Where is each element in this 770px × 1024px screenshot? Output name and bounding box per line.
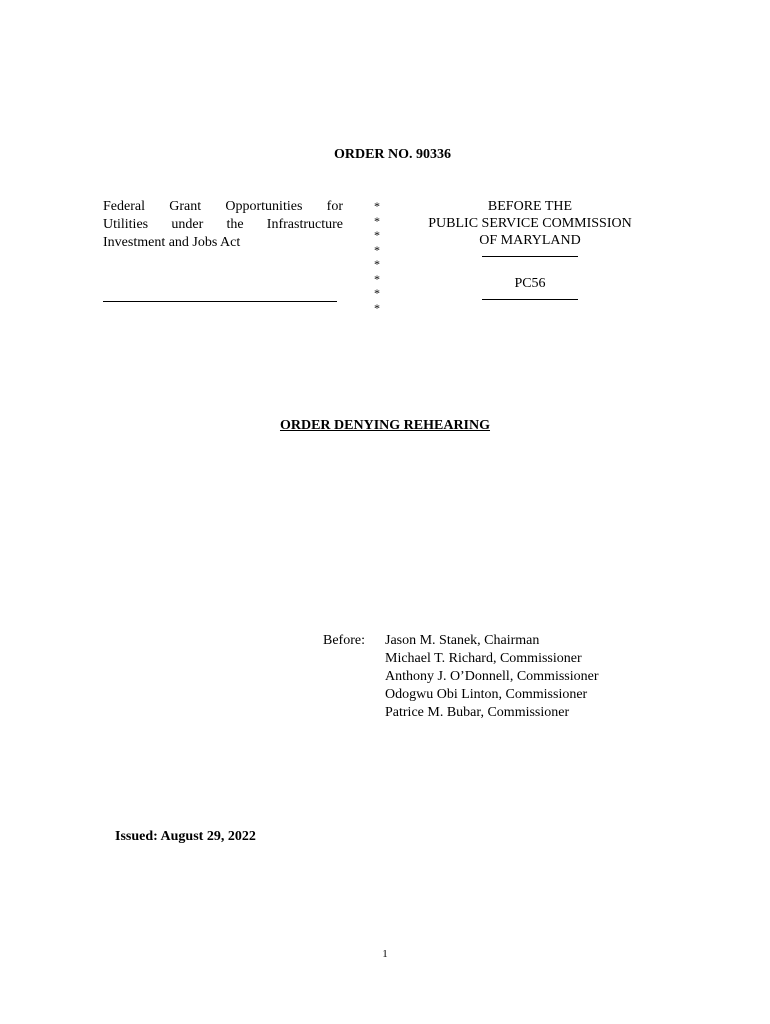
case-caption-matter	[103, 198, 343, 252]
asterisk: *	[374, 271, 380, 286]
commissioner-name: Jason M. Stanek, Chairman	[385, 633, 540, 648]
docket-number: PC56	[514, 276, 546, 291]
asterisk: *	[374, 286, 380, 300]
caption-signature-rule	[103, 301, 337, 302]
commissioner-name: Patrice M. Bubar, Commissioner	[385, 705, 570, 720]
caption-matter-line: Investment and Jobs Act	[103, 235, 241, 250]
asterisk: *	[374, 242, 380, 257]
asterisk: *	[374, 199, 380, 213]
document-title: ORDER DENYING REHEARING	[279, 418, 491, 433]
order-number: ORDER NO. 90336	[333, 147, 452, 162]
caption-asterisk-column	[372, 199, 382, 315]
tribunal-rule-bottom	[482, 299, 578, 300]
tribunal-line: OF MARYLAND	[479, 233, 581, 248]
caption-matter-line: Utilities under the Infrastructure	[103, 217, 343, 232]
tribunal-line: PUBLIC SERVICE COMMISSION	[428, 216, 632, 231]
commissioner-name: Michael T. Richard, Commissioner	[385, 651, 582, 666]
asterisk: *	[374, 300, 380, 315]
commissioner-list	[385, 632, 599, 722]
page-number: 1	[382, 948, 388, 960]
commissioner-name: Anthony J. O’Donnell, Commissioner	[385, 669, 599, 684]
tribunal-rule-top	[482, 256, 578, 257]
before-label: Before:	[323, 633, 365, 648]
case-caption-tribunal	[410, 198, 650, 300]
asterisk: *	[374, 228, 380, 242]
caption-matter-line: Federal Grant Opportunities for	[103, 199, 343, 214]
asterisk: *	[374, 213, 380, 228]
asterisk: *	[374, 257, 380, 271]
tribunal-line: BEFORE THE	[487, 199, 573, 214]
issued-date: Issued: August 29, 2022	[115, 829, 256, 844]
commissioner-name: Odogwu Obi Linton, Commissioner	[385, 687, 588, 702]
